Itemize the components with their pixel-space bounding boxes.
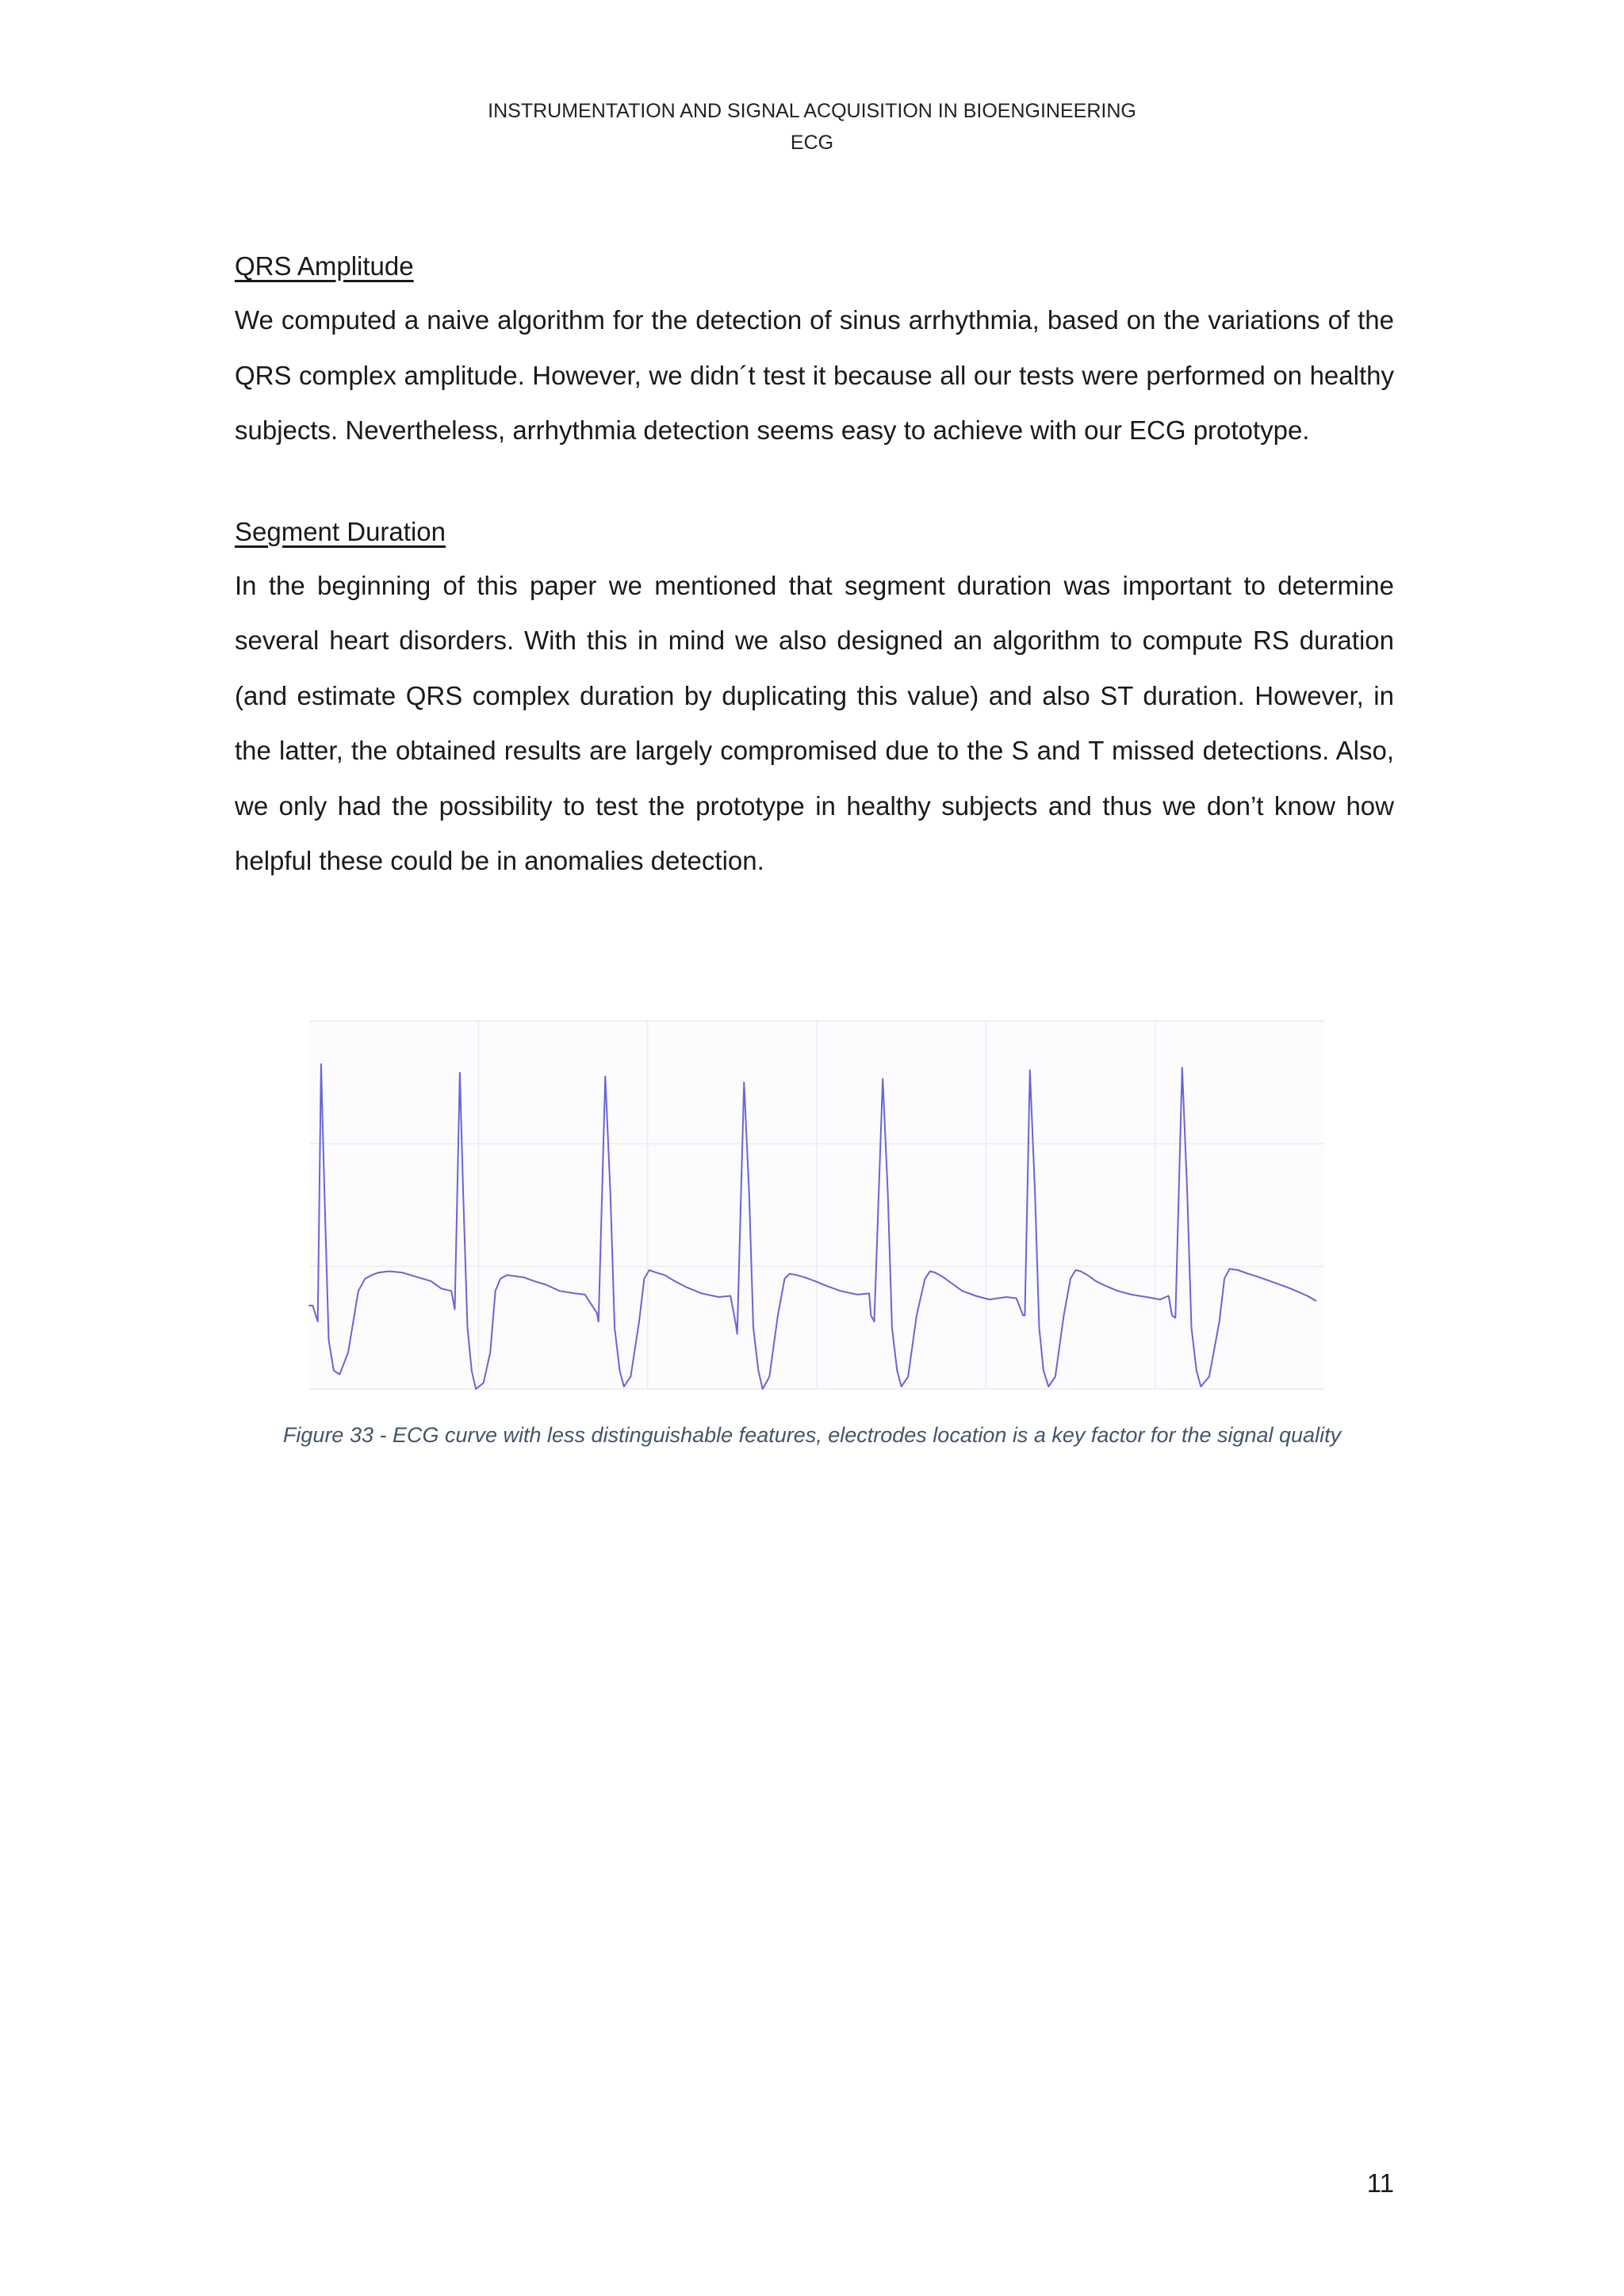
section-paragraph: We computed a naive algorithm for the detection of sinus arrhythmia, based on the variations of the QRS complex amplitude. However, we didn´t test it because all our tests were performed on healthy subjects. Nevertheless, arrhythmia detection seems easy to achieve with our ECG prototype. — [235, 305, 1394, 445]
header-title: INSTRUMENTATION AND SIGNAL ACQUISITION IN BIOENGINEERING — [488, 100, 1136, 122]
section-title: Segment Duration — [235, 516, 446, 546]
section-qrs-amplitude — [235, 247, 1394, 458]
section-title: QRS Amplitude — [235, 251, 414, 281]
running-header — [0, 95, 1624, 159]
section-segment-duration — [235, 513, 1394, 889]
page-number: 11 — [1366, 2168, 1394, 2198]
section-spacer — [235, 458, 1394, 513]
header-subtitle: ECG — [790, 132, 834, 154]
section-paragraph: In the beginning of this paper we mentioned that segment duration was important to determine several heart disorders. With this in mind we also designed an algorithm to compute RS duration (and estimate QRS complex duration by duplicating this value) and also ST duration. However, in the latter, the obtained results are largely compromised due to the S and T missed detections. Also, we only had the possibility to test the prototype in healthy subjects and thus we don’t know how helpful these could be in anomalies detection. — [235, 570, 1394, 875]
ecg-figure — [293, 1015, 1332, 1399]
main-content — [235, 247, 1394, 889]
ecg-chart — [293, 1015, 1332, 1399]
figure-caption: Figure 33 - ECG curve with less distinguishable features, electrodes location is a key factor for the signal quality — [282, 1423, 1342, 1447]
